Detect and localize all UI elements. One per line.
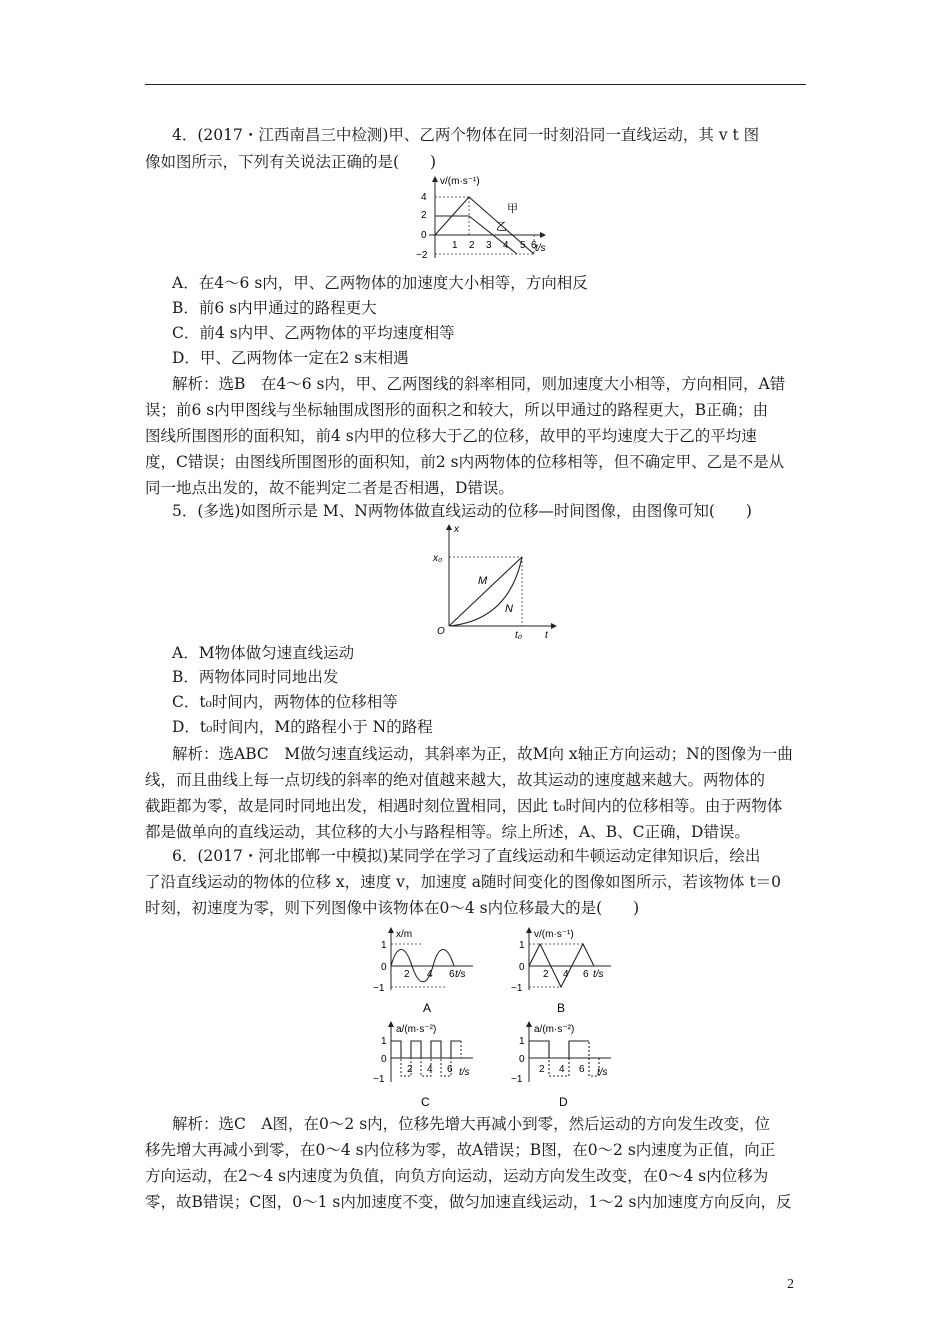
q5-option-d: D．t₀时间内，M的路程小于 N的路程 bbox=[172, 718, 433, 736]
q5-y-axis-label: x bbox=[454, 524, 459, 535]
q6a-xtick: 6 bbox=[449, 969, 455, 980]
q6-analysis-line: 解析：选C A图，在0～2 s内，位移先增大再减小到零，然后运动的方向发生改变，位 bbox=[172, 1115, 771, 1133]
q4-ytick: −2 bbox=[416, 250, 428, 261]
q6-graph-d bbox=[503, 1016, 628, 1115]
q4-ytick: 2 bbox=[421, 210, 427, 221]
q6-analysis-line: 移先增大再减小到零，在0～4 s内位移为零，故A错误；B图，在0～2 s内速度为正值，向正 bbox=[145, 1141, 776, 1159]
q6a-xtick: 4 bbox=[427, 969, 433, 980]
q6d-y-axis-label: a/(m·s⁻²) bbox=[534, 1024, 575, 1035]
q6-stem-line: 6．(2017・河北邯郸一中模拟)某同学在学习了直线运动和牛顿运动定律知识后，绘出 bbox=[172, 847, 761, 865]
q5-xt-graph bbox=[425, 520, 565, 646]
q4-stem-line-1: 4．(2017・江西南昌三中检测)甲、乙两个物体在同一时刻沿同一直线运动，其 v t 图 bbox=[172, 126, 760, 144]
q6c-square-wave bbox=[391, 1041, 461, 1058]
q6c-ytick: 0 bbox=[381, 1054, 387, 1065]
q6d-x-axis-label: t/s bbox=[597, 1067, 608, 1078]
q4-y-axis-label: v/(m·s⁻¹) bbox=[440, 176, 480, 187]
q5-option-b: B．两物体同时同地出发 bbox=[172, 668, 339, 686]
q4-analysis-line: 误；前6 s内甲图线与坐标轴围成图形的面积之和较大，所以甲通过的路程更大，B正确；由 bbox=[145, 401, 769, 419]
q5-label-m: M bbox=[478, 575, 488, 587]
q6b-x-axis-label: t/s bbox=[593, 969, 604, 980]
q4-xtick: 6 bbox=[531, 240, 537, 251]
q6c-ytick: −1 bbox=[373, 1074, 385, 1085]
q4-xtick: 2 bbox=[469, 240, 475, 251]
q6b-y-axis-label: v/(m·s⁻¹) bbox=[534, 929, 574, 940]
header-rule bbox=[145, 84, 806, 85]
q6-analysis-line: 零，故B错误；C图，0～1 s内加速度不变，做匀加速直线运动，1～2 s内加速度方向反向，反 bbox=[145, 1193, 792, 1211]
q6d-xtick: 6 bbox=[579, 1064, 585, 1075]
q4-analysis-line: 图线所围图形的面积知，前4 s内甲的位移大于乙的位移，故甲的平均速度大于乙的平均速 bbox=[145, 427, 757, 445]
page-number: 2 bbox=[787, 1277, 794, 1292]
q6a-ytick: 1 bbox=[381, 940, 387, 951]
q6b-xtick: 2 bbox=[543, 969, 549, 980]
q6a-x-axis-label: t/s bbox=[455, 969, 466, 980]
q6-graph-b bbox=[503, 924, 623, 1023]
q6c-letter: C bbox=[421, 1095, 430, 1109]
q5-x0-label: x₀ bbox=[433, 553, 443, 564]
q6-stem-line: 了沿直线运动的物体的位移 x，速度 v，加速度 a随时间变化的图像如图所示，若该物体 t＝0 bbox=[145, 873, 782, 891]
q4-xtick: 1 bbox=[452, 240, 458, 251]
q6c-ytick: 1 bbox=[381, 1036, 387, 1047]
q6-analysis-line: 方向运动，在2～4 s内速度为负值，向负方向运动，运动方向发生改变，在0～4 s内位移为 bbox=[145, 1167, 769, 1185]
q5-line-m bbox=[449, 557, 522, 626]
q6d-letter: D bbox=[559, 1095, 568, 1109]
q6b-ytick: −1 bbox=[511, 983, 523, 994]
q5-analysis-line: 线，而且曲线上每一点切线的斜率的绝对值越来越大，故其运动的速度越来越大。两物体的 bbox=[145, 771, 766, 789]
q6a-ytick: −1 bbox=[373, 983, 385, 994]
q4-option-d: D．甲、乙两物体一定在2 s末相遇 bbox=[172, 349, 409, 367]
q4-ytick: 0 bbox=[421, 230, 427, 241]
q4-analysis-line: 解析：选B 在4～6 s内，甲、乙两图线的斜率相同，则加速度大小相等，方向相同，A错 bbox=[172, 375, 786, 393]
q6a-y-axis-label: x/m bbox=[396, 929, 413, 940]
q4-option-a: A．在4～6 s内，甲、乙两物体的加速度大小相等，方向相反 bbox=[172, 274, 588, 292]
q6b-ytick: 1 bbox=[519, 940, 525, 951]
q4-ytick: 4 bbox=[421, 192, 427, 203]
q6c-x-axis-label: t/s bbox=[459, 1067, 470, 1078]
q6a-xtick: 2 bbox=[404, 969, 410, 980]
q6d-ytick: −1 bbox=[511, 1074, 523, 1085]
q4-xtick: 5 bbox=[520, 240, 526, 251]
q6d-ytick: 1 bbox=[519, 1036, 525, 1047]
q6d-xtick: 4 bbox=[559, 1064, 565, 1075]
q6b-xtick: 6 bbox=[583, 969, 589, 980]
q5-x-axis-label: t bbox=[545, 630, 548, 641]
q6a-letter: A bbox=[423, 1001, 432, 1015]
q6c-xtick: 4 bbox=[427, 1064, 433, 1075]
q6d-xtick: 2 bbox=[539, 1064, 545, 1075]
q4-stem-line-2: 像如图所示，下列有关说法正确的是( ) bbox=[145, 153, 437, 171]
q4-analysis-line: 度，C错误；由图线所围图形的面积知，前2 s内两物体的位移相等，但不确定甲、乙是不是从 bbox=[145, 453, 785, 471]
q6b-letter: B bbox=[557, 1001, 566, 1015]
q5-option-c: C．t₀时间内，两物体的位移相等 bbox=[172, 693, 398, 711]
q4-x-axis-label: t/s bbox=[535, 243, 546, 254]
q4-label-yi: 乙 bbox=[496, 221, 507, 233]
q6c-y-axis-label: a/(m·s⁻²) bbox=[396, 1024, 437, 1035]
q4-xtick: 3 bbox=[486, 240, 492, 251]
q5-t0-label: t₀ bbox=[515, 630, 522, 641]
q5-option-a: A．M物体做匀速直线运动 bbox=[172, 644, 355, 662]
q4-xtick: 4 bbox=[503, 240, 509, 251]
q6d-ytick: 0 bbox=[519, 1054, 525, 1065]
q6a-ytick: 0 bbox=[381, 962, 387, 973]
q6d-alternating-solid bbox=[529, 1041, 589, 1058]
q4-option-c: C．前4 s内甲、乙两物体的平均速度相等 bbox=[172, 324, 455, 342]
q4-option-b: B．前6 s内甲通过的路程更大 bbox=[172, 299, 377, 317]
q5-label-n: N bbox=[505, 603, 513, 615]
q4-vt-graph bbox=[412, 172, 552, 268]
q6b-xtick: 4 bbox=[563, 969, 569, 980]
q5-analysis-line: 截距都为零，故是同时同地出发，相遇时刻位置相同，因此 t₀时间内的位移相等。由于两物体 bbox=[145, 797, 783, 815]
q5-stem: 5．(多选)如图所示是 M、N两物体做直线运动的位移—时间图像，由图像可知( ) bbox=[172, 502, 752, 520]
q5-origin-label: O bbox=[437, 626, 445, 637]
q5-analysis-line: 都是做单向的直线运动，其位移的大小与路程相等。综上所述，A、B、C正确，D错误。 bbox=[145, 823, 750, 841]
q6-graph-c bbox=[365, 1016, 490, 1115]
q4-analysis-line: 同一地点出发的，故不能判定二者是否相遇，D错误。 bbox=[145, 479, 514, 497]
q6-graph-a bbox=[365, 924, 485, 1023]
q5-analysis-line: 解析：选ABC M做匀速直线运动，其斜率为正，故M向 x轴正方向运动；N的图像为一曲 bbox=[172, 745, 793, 763]
q6c-xtick: 6 bbox=[447, 1064, 453, 1075]
q6-stem-line: 时刻，初速度为零，则下列图像中该物体在0～4 s内位移最大的是( ) bbox=[145, 899, 640, 917]
q6c-xtick: 2 bbox=[407, 1064, 413, 1075]
q4-label-jia: 甲 bbox=[507, 203, 518, 215]
q6b-ytick: 0 bbox=[519, 962, 525, 973]
